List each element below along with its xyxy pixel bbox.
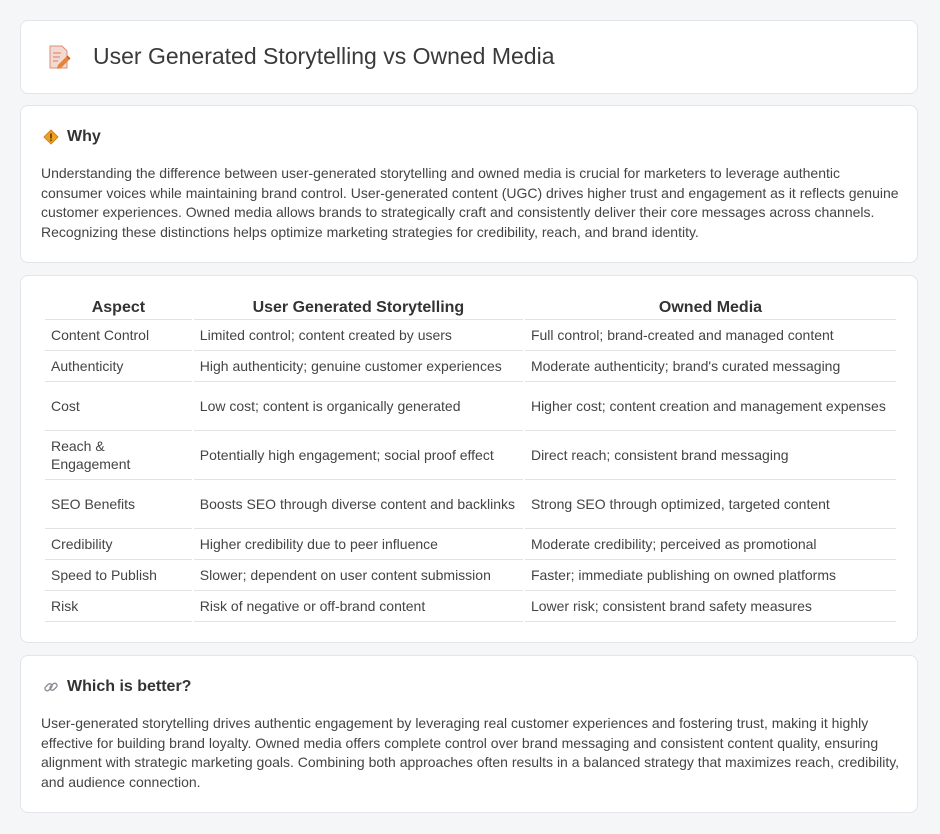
ugc-cell: Boosts SEO through diverse content and backlinks [194, 480, 523, 529]
ugc-cell: Risk of negative or off-brand content [194, 591, 523, 622]
owned-cell: Faster; immediate publishing on owned platforms [525, 560, 896, 591]
aspect-cell: Reach & Engagement [45, 431, 192, 480]
which-better-section [20, 655, 918, 813]
page-title: User Generated Storytelling vs Owned Media [93, 43, 555, 69]
column-header-user-generated: User Generated Storytelling [194, 298, 523, 320]
header-card [20, 20, 918, 94]
which-better-title: Which is better? [67, 678, 192, 695]
owned-cell: Higher cost; content creation and management expenses [525, 382, 896, 431]
comparison-table [43, 298, 898, 622]
aspect-cell: SEO Benefits [45, 480, 192, 529]
table-header-row [45, 298, 896, 320]
ugc-cell: High authenticity; genuine customer experiences [194, 351, 523, 382]
link-icon [43, 679, 59, 695]
ugc-cell: Potentially high engagement; social proof effect [194, 431, 523, 480]
owned-cell: Lower risk; consistent brand safety measures [525, 591, 896, 622]
aspect-cell: Cost [45, 382, 192, 431]
ugc-cell: Low cost; content is organically generated [194, 382, 523, 431]
ugc-cell: Slower; dependent on user content submission [194, 560, 523, 591]
table-row [45, 591, 896, 622]
table-row [45, 351, 896, 382]
owned-cell: Full control; brand-created and managed content [525, 320, 896, 351]
aspect-cell: Credibility [45, 529, 192, 560]
owned-cell: Moderate credibility; perceived as promotional [525, 529, 896, 560]
ugc-cell: Higher credibility due to peer influence [194, 529, 523, 560]
which-better-text: User-generated storytelling drives authentic engagement by leveraging real customer experiences and fostering trust, making it highly effective for building brand loyalty. Owned media offers complete control over brand messaging and consistent content quality, ensuring alignment with strategic marketing goals. Combining both approaches often results in a balanced strategy that maximizes reach, credibility, and audience connection. [41, 715, 900, 790]
aspect-cell: Content Control [45, 320, 192, 351]
ugc-cell: Limited control; content created by users [194, 320, 523, 351]
owned-cell: Direct reach; consistent brand messaging [525, 431, 896, 480]
edit-document-icon [47, 44, 71, 70]
aspect-cell: Authenticity [45, 351, 192, 382]
table-row [45, 431, 896, 480]
why-section [20, 105, 918, 263]
warning-sign-icon [43, 129, 59, 145]
table-row [45, 320, 896, 351]
table-row [45, 560, 896, 591]
comparison-card [20, 275, 918, 643]
table-row [45, 382, 896, 431]
table-row [45, 529, 896, 560]
aspect-cell: Speed to Publish [45, 560, 192, 591]
aspect-cell: Risk [45, 591, 192, 622]
column-header-owned-media: Owned Media [525, 298, 896, 320]
column-header-aspect: Aspect [45, 298, 192, 320]
owned-cell: Strong SEO through optimized, targeted content [525, 480, 896, 529]
owned-cell: Moderate authenticity; brand's curated messaging [525, 351, 896, 382]
table-row [45, 480, 896, 529]
why-text: Understanding the difference between user-generated storytelling and owned media is crucial for marketers to leverage authentic consumer voices while maintaining brand control. User-generated content (UGC) drives higher trust and engagement as it reflects genuine customer experiences. Owned media allows brands to strategically craft and consistently deliver their core messages across channels. Recognizing these distinctions helps optimize marketing strategies for credibility, reach, and brand identity. [41, 165, 899, 240]
why-title: Why [67, 128, 101, 145]
